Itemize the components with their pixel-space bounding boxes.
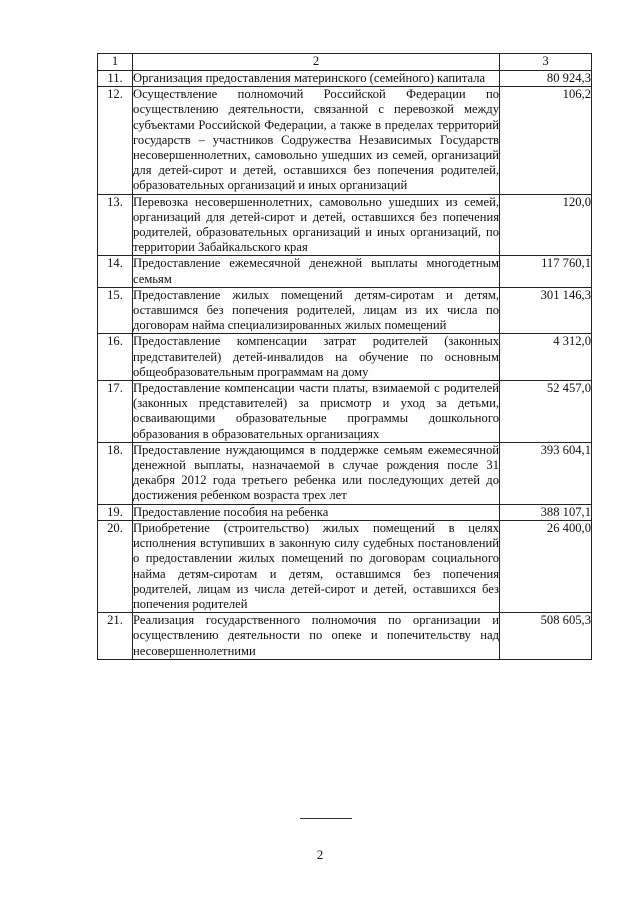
row-amount: 301 146,3 (500, 287, 592, 334)
row-amount: 120,0 (500, 194, 592, 256)
row-description: Осуществление полномочий Российской Федерации по осуществлению деятельности, связанной с перевозкой между субъектами Российской Федерации, а также в пределах территорий государств – участников Содружества Независимых Государств несовершеннолетних, самовольно ушедших из семей, организаций для детей-сирот и детей, оставшихся без попечения родителей, образовательных организаций и иных организаций (133, 87, 499, 193)
row-description: Предоставление компенсации затрат родителей (законных представителей) детей-инвалидов на обучение по основным общеобразовательным программам на дому (133, 334, 499, 379)
header-cell-3: 3 (500, 54, 592, 71)
row-amount: 4 312,0 (500, 334, 592, 381)
table-row (98, 71, 592, 87)
table-row (98, 287, 592, 334)
row-number: 14. (98, 256, 133, 287)
row-number: 21. (98, 613, 133, 660)
row-amount: 393 604,1 (500, 442, 592, 504)
row-number: 13. (98, 194, 133, 256)
table-row (98, 520, 592, 612)
row-number: 12. (98, 87, 133, 194)
row-amount: 508 605,3 (500, 613, 592, 660)
table-row (98, 87, 592, 194)
row-description: Перевозка несовершеннолетних, самовольно ушедших из семей, организаций для детей-сирот и детей, оставшихся без попечения родителей, образовательных организаций и иных организаций, по территории Забайкальского края (133, 194, 499, 255)
row-number: 19. (98, 504, 133, 520)
table-row (98, 256, 592, 287)
row-number: 11. (98, 71, 133, 87)
row-description: Предоставление пособия на ребенка (133, 504, 500, 520)
row-amount: 388 107,1 (500, 504, 592, 520)
row-description: Предоставление нуждающимся в поддержке семьям ежемесячной денежной выплаты, назначаемой в случае рождения после 31 декабря 2012 года третьего ребенка или последующих детей до достижения ребенком возраста трех лет (133, 442, 499, 503)
row-description: Предоставление жилых помещений детям-сиротам и детям, оставшимся без попечения родителей, лицам из их числа по договорам найма специализированных жилых помещений (133, 287, 499, 333)
page-number: 2 (316, 847, 324, 862)
row-description: Предоставление ежемесячной денежной выплаты многодетным семьям (133, 256, 499, 286)
table-row (98, 442, 592, 504)
row-amount: 26 400,0 (500, 520, 592, 612)
row-number: 16. (98, 334, 133, 381)
table-row (98, 381, 592, 443)
row-number: 17. (98, 381, 133, 443)
budget-table (97, 53, 592, 660)
table-row (98, 613, 592, 660)
header-cell-2: 2 (133, 54, 500, 71)
row-description: Предоставление компенсации части платы, взимаемой с родителей (законных представителей) за присмотр и уход за детьми, осваивающими образовательные программы дошкольного образования в образовательных организациях (133, 381, 499, 441)
row-amount: 52 457,0 (500, 381, 592, 443)
row-number: 15. (98, 287, 133, 334)
table-header-row (98, 54, 592, 71)
row-description: Реализация государственного полномочия по организации и осуществлению деятельности по опеке и попечительству над несовершеннолетними (133, 613, 499, 658)
table-row (98, 194, 592, 256)
row-amount: 106,2 (500, 87, 592, 194)
table-row (98, 504, 592, 520)
row-description: Организация предоставления материнского (семейного) капитала (133, 71, 500, 87)
row-number: 20. (98, 520, 133, 612)
table-row (98, 334, 592, 381)
header-cell-1: 1 (98, 54, 133, 71)
footer-divider (300, 818, 352, 819)
row-amount: 80 924,3 (500, 71, 592, 87)
row-description: Приобретение (строительство) жилых помещений в целях исполнения вступивших в законную силу судебных постановлений о предоставлении жилых помещений по договорам социального найма детям-сиротам и детям, оставшимся без попечения родителей, лицам из числа детей-сирот и детей, оставшихся без попечения родителей (133, 520, 499, 611)
row-number: 18. (98, 442, 133, 504)
row-amount: 117 760,1 (500, 256, 592, 287)
